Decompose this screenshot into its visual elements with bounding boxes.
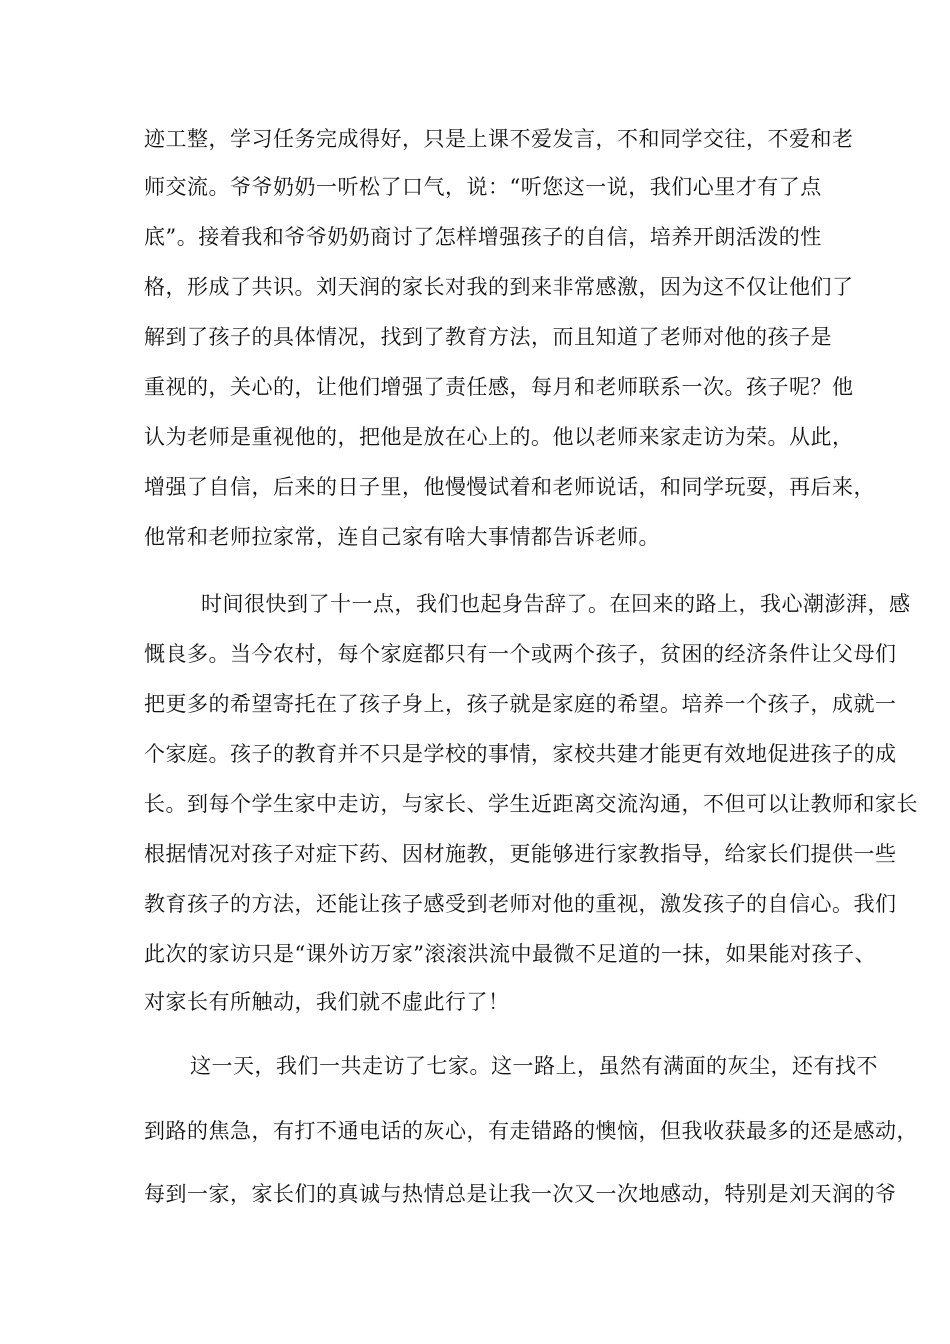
- text-line: 根据情况对孩子对症下药、因材施教，更能够进行家教指导，给家长们提供一些: [144, 842, 897, 866]
- text-line: 迹工整，学习任务完成得好，只是上课不爱发言，不和同学交往，不爱和老: [144, 127, 854, 151]
- text-line: 底”。接着我和爷爷奶奶商讨了怎样增强孩子的自信，培养开朗活泼的性: [144, 225, 822, 249]
- text-line: 慨良多。当今农村，每个家庭都只有一个或两个孩子，贫困的经济条件让父母们: [144, 642, 897, 666]
- text-line: 重视的，关心的，让他们增强了责任感，每月和老师联系一次。孩子呢？他: [144, 375, 854, 399]
- text-line: 他常和老师拉家常，连自己家有啥大事情都告诉老师。: [144, 525, 660, 549]
- text-line: 格，形成了共识。刘天润的家长对我的到来非常感激，因为这不仅让他们了: [144, 275, 854, 299]
- text-line: 认为老师是重视他的，把他是放在心上的。他以老师来家走访为荣。从此，: [144, 425, 854, 449]
- text-line: 解到了孩子的具体情况，找到了教育方法，而且知道了老师对他的孩子是: [144, 325, 832, 349]
- text-line: 时间很快到了十一点，我们也起身告辞了。在回来的路上，我心潮澎湃，感: [201, 592, 911, 616]
- text-line: 此次的家访只是“课外访万家”滚滚洪流中最微不足道的一抹，如果能对孩子、: [144, 942, 876, 966]
- text-line: 到路的焦急，有打不通电话的灰心，有走错路的懊恼，但我收获最多的还是感动，: [144, 1119, 918, 1143]
- text-line: 教育孩子的方法，还能让孩子感受到老师对他的重视，激发孩子的自信心。我们: [144, 892, 897, 916]
- text-line: 这一天，我们一共走访了七家。这一路上，虽然有满面的灰尘，还有找不: [190, 1054, 878, 1078]
- text-line: 长。到每个学生家中走访，与家长、学生近距离交流沟通，不但可以让教师和家长: [144, 792, 918, 816]
- text-line: 师交流。爷爷奶奶一听松了口气，说：“听您这一说，我们心里才有了点: [144, 175, 822, 199]
- text-line: 把更多的希望寄托在了孩子身上，孩子就是家庭的希望。培养一个孩子，成就一: [144, 692, 897, 716]
- text-line: 个家庭。孩子的教育并不只是学校的事情，家校共建才能更有效地促进孩子的成: [144, 742, 897, 766]
- text-line: 增强了自信，后来的日子里，他慢慢试着和老师说话，和同学玩耍，再后来，: [144, 475, 875, 499]
- text-line: 每到一家，家长们的真诚与热情总是让我一次又一次地感动，特别是刘天润的爷: [144, 1182, 897, 1206]
- text-line: 对家长有所触动，我们就不虚此行了！: [144, 990, 510, 1014]
